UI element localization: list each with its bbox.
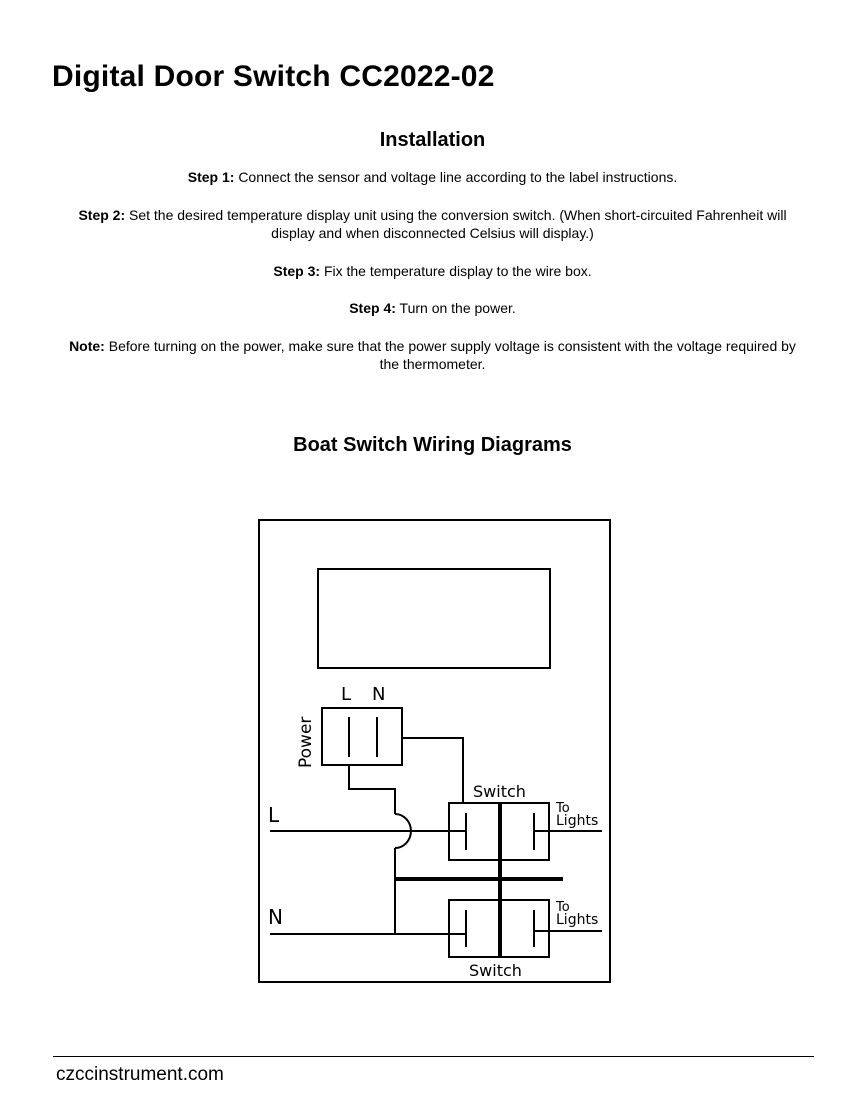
step-1-text: Connect the sensor and voltage line according to the label instructions.	[238, 169, 678, 185]
lights-label-top: Lights	[556, 813, 599, 829]
switch-top-label: Switch	[473, 782, 526, 801]
note-text: Before turning on the power, make sure that the power supply voltage is consistent with the voltage required by the thermometer.	[108, 338, 796, 372]
line-l-label: L	[268, 803, 280, 827]
wiring-heading: Boat Switch Wiring Diagrams	[293, 434, 572, 456]
step-4-label: Step 4:	[349, 300, 396, 316]
to-label-top: To	[556, 801, 570, 816]
document-title: Digital Door Switch CC2022-02	[52, 60, 495, 93]
footer-website: czccinstrument.com	[56, 1064, 224, 1085]
lights-label-bottom: Lights	[556, 912, 599, 928]
wire-power-n-to-switch	[402, 738, 463, 803]
to-label-bottom: To	[556, 900, 570, 915]
switch-bottom-label: Switch	[469, 961, 522, 980]
power-l-label: L	[341, 684, 352, 705]
step-2-label: Step 2:	[78, 207, 126, 223]
step-3-text: Fix the temperature display to the wire box.	[323, 263, 592, 279]
installation-heading: Installation	[379, 129, 486, 151]
power-terminal-block	[322, 708, 402, 765]
step-2-text: Set the desired temperature display unit using the conversion switch. (When short-circuited Fahrenheit will display and when disconnected Celsius will display.)	[129, 207, 787, 241]
footer-divider	[53, 1056, 814, 1057]
power-label: Power	[296, 716, 316, 768]
power-n-label: N	[372, 684, 386, 705]
note-label: Note:	[69, 338, 105, 354]
step-4-text: Turn on the power.	[399, 300, 516, 316]
step-1-label: Step 1:	[187, 169, 235, 185]
display-window	[318, 569, 550, 668]
wire-power-l-drop	[349, 765, 395, 814]
line-n-label: N	[268, 905, 283, 929]
step-3-label: Step 3:	[273, 263, 321, 279]
